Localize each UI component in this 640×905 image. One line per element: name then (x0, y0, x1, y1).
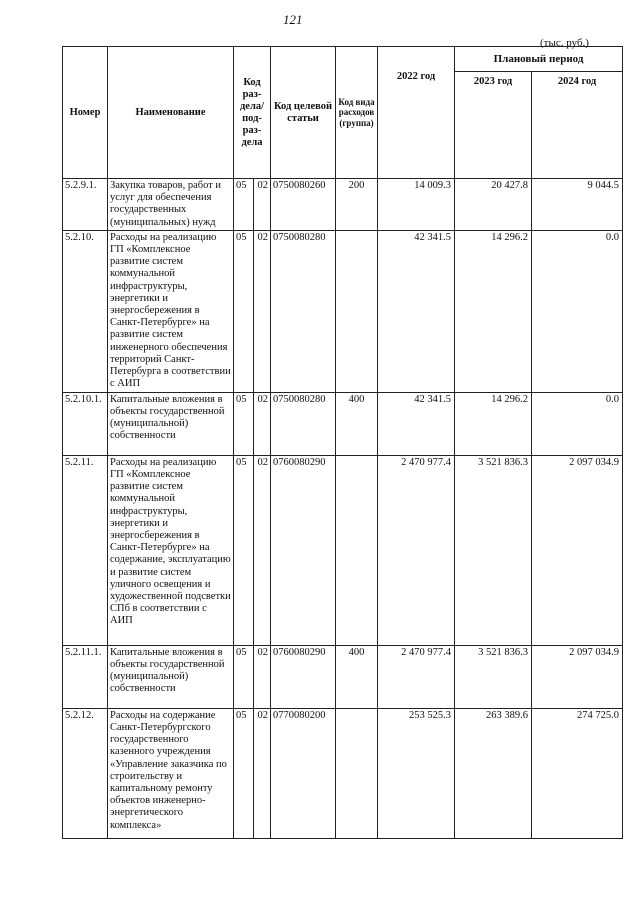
row-value-2022: 42 341.5 (378, 392, 455, 455)
row-expense-type: 400 (336, 645, 378, 708)
budget-table (62, 46, 623, 839)
row-value-2024: 2 097 034.9 (532, 455, 623, 645)
row-name: Капитальные вложения в объекты государственной (муниципальной) собственности (108, 392, 234, 455)
row-name: Капитальные вложения в объекты государственной (муниципальной) собственности (108, 645, 234, 708)
units-label: (тыс. руб.) (540, 37, 589, 49)
row-expense-type: 400 (336, 392, 378, 455)
row-value-2022: 2 470 977.4 (378, 645, 455, 708)
row-number: 5.2.11.1. (63, 645, 108, 708)
header-name: Наименование (108, 47, 234, 179)
row-value-2024: 9 044.5 (532, 179, 623, 231)
row-expense-type: 200 (336, 179, 378, 231)
row-value-2023: 3 521 836.3 (455, 455, 532, 645)
row-value-2023: 3 521 836.3 (455, 645, 532, 708)
row-number: 5.2.9.1. (63, 179, 108, 231)
header-2024: 2024 год (532, 72, 623, 179)
table-row (63, 455, 623, 645)
page-number: 121 (283, 12, 303, 27)
row-name: Расходы на реализацию ГП «Комплексное развитие систем коммунальной инфраструктуры, энергетики и энергосбережения в Санкт-Петербурге» на развитие систем инженерного обеспечения территорий Санкт-Петербурга в соответствии с АИП (108, 230, 234, 392)
row-value-2023: 263 389.6 (455, 708, 532, 838)
row-razdel: 05 (234, 230, 254, 392)
row-target-article: 0750080280 (271, 230, 336, 392)
row-expense-type (336, 230, 378, 392)
header-2022: 2022 год (378, 47, 455, 179)
row-name: Расходы на реализацию ГП «Комплексное развитие систем коммунальной инфраструктуры, энергетики и энергосбережения в Санкт-Петербурге» на содержание, эксплуатацию и развитие систем уличного освещения и художественной подсветки СПб в соответствии с АИП (108, 455, 234, 645)
row-value-2023: 14 296.2 (455, 230, 532, 392)
row-razdel: 05 (234, 455, 254, 645)
row-value-2022: 42 341.5 (378, 230, 455, 392)
row-razdel: 05 (234, 708, 254, 838)
table-row (63, 645, 623, 708)
row-value-2022: 253 525.3 (378, 708, 455, 838)
row-podrazdel: 02 (254, 392, 271, 455)
row-podrazdel: 02 (254, 645, 271, 708)
row-value-2022: 2 470 977.4 (378, 455, 455, 645)
table-row (63, 230, 623, 392)
header-2023: 2023 год (455, 72, 532, 179)
row-value-2024: 0.0 (532, 230, 623, 392)
row-value-2024: 0.0 (532, 392, 623, 455)
row-target-article: 0750080260 (271, 179, 336, 231)
header-expense-type: Код вида расходов (группа) (336, 47, 378, 179)
row-razdel: 05 (234, 179, 254, 231)
row-podrazdel: 02 (254, 455, 271, 645)
row-podrazdel: 02 (254, 230, 271, 392)
table-row (63, 392, 623, 455)
row-number: 5.2.10. (63, 230, 108, 392)
row-target-article: 0750080280 (271, 392, 336, 455)
row-value-2023: 14 296.2 (455, 392, 532, 455)
header-target-article: Код целевой статьи (271, 47, 336, 179)
row-podrazdel: 02 (254, 708, 271, 838)
table-row (63, 179, 623, 231)
header-razdel: Код раз-дела/ под-раз-дела (234, 47, 271, 179)
header-number: Номер (63, 47, 108, 179)
row-number: 5.2.10.1. (63, 392, 108, 455)
row-expense-type (336, 455, 378, 645)
row-name: Закупка товаров, работ и услуг для обеспечения государственных (муниципальных) нужд (108, 179, 234, 231)
row-razdel: 05 (234, 645, 254, 708)
header-planned-period: Плановый период (455, 47, 623, 72)
table-row (63, 708, 623, 838)
row-target-article: 0770080200 (271, 708, 336, 838)
row-value-2024: 2 097 034.9 (532, 645, 623, 708)
row-razdel: 05 (234, 392, 254, 455)
row-expense-type (336, 708, 378, 838)
row-target-article: 0760080290 (271, 455, 336, 645)
row-podrazdel: 02 (254, 179, 271, 231)
row-number: 5.2.12. (63, 708, 108, 838)
row-target-article: 0760080290 (271, 645, 336, 708)
row-value-2023: 20 427.8 (455, 179, 532, 231)
row-number: 5.2.11. (63, 455, 108, 645)
row-value-2024: 274 725.0 (532, 708, 623, 838)
table-body (63, 179, 623, 839)
row-name: Расходы на содержание Санкт-Петербургского государственного казенного учреждения «Управление заказчика по строительству и капитальному ремонту объектов инженерно-энергетического комплекса» (108, 708, 234, 838)
row-value-2022: 14 009.3 (378, 179, 455, 231)
